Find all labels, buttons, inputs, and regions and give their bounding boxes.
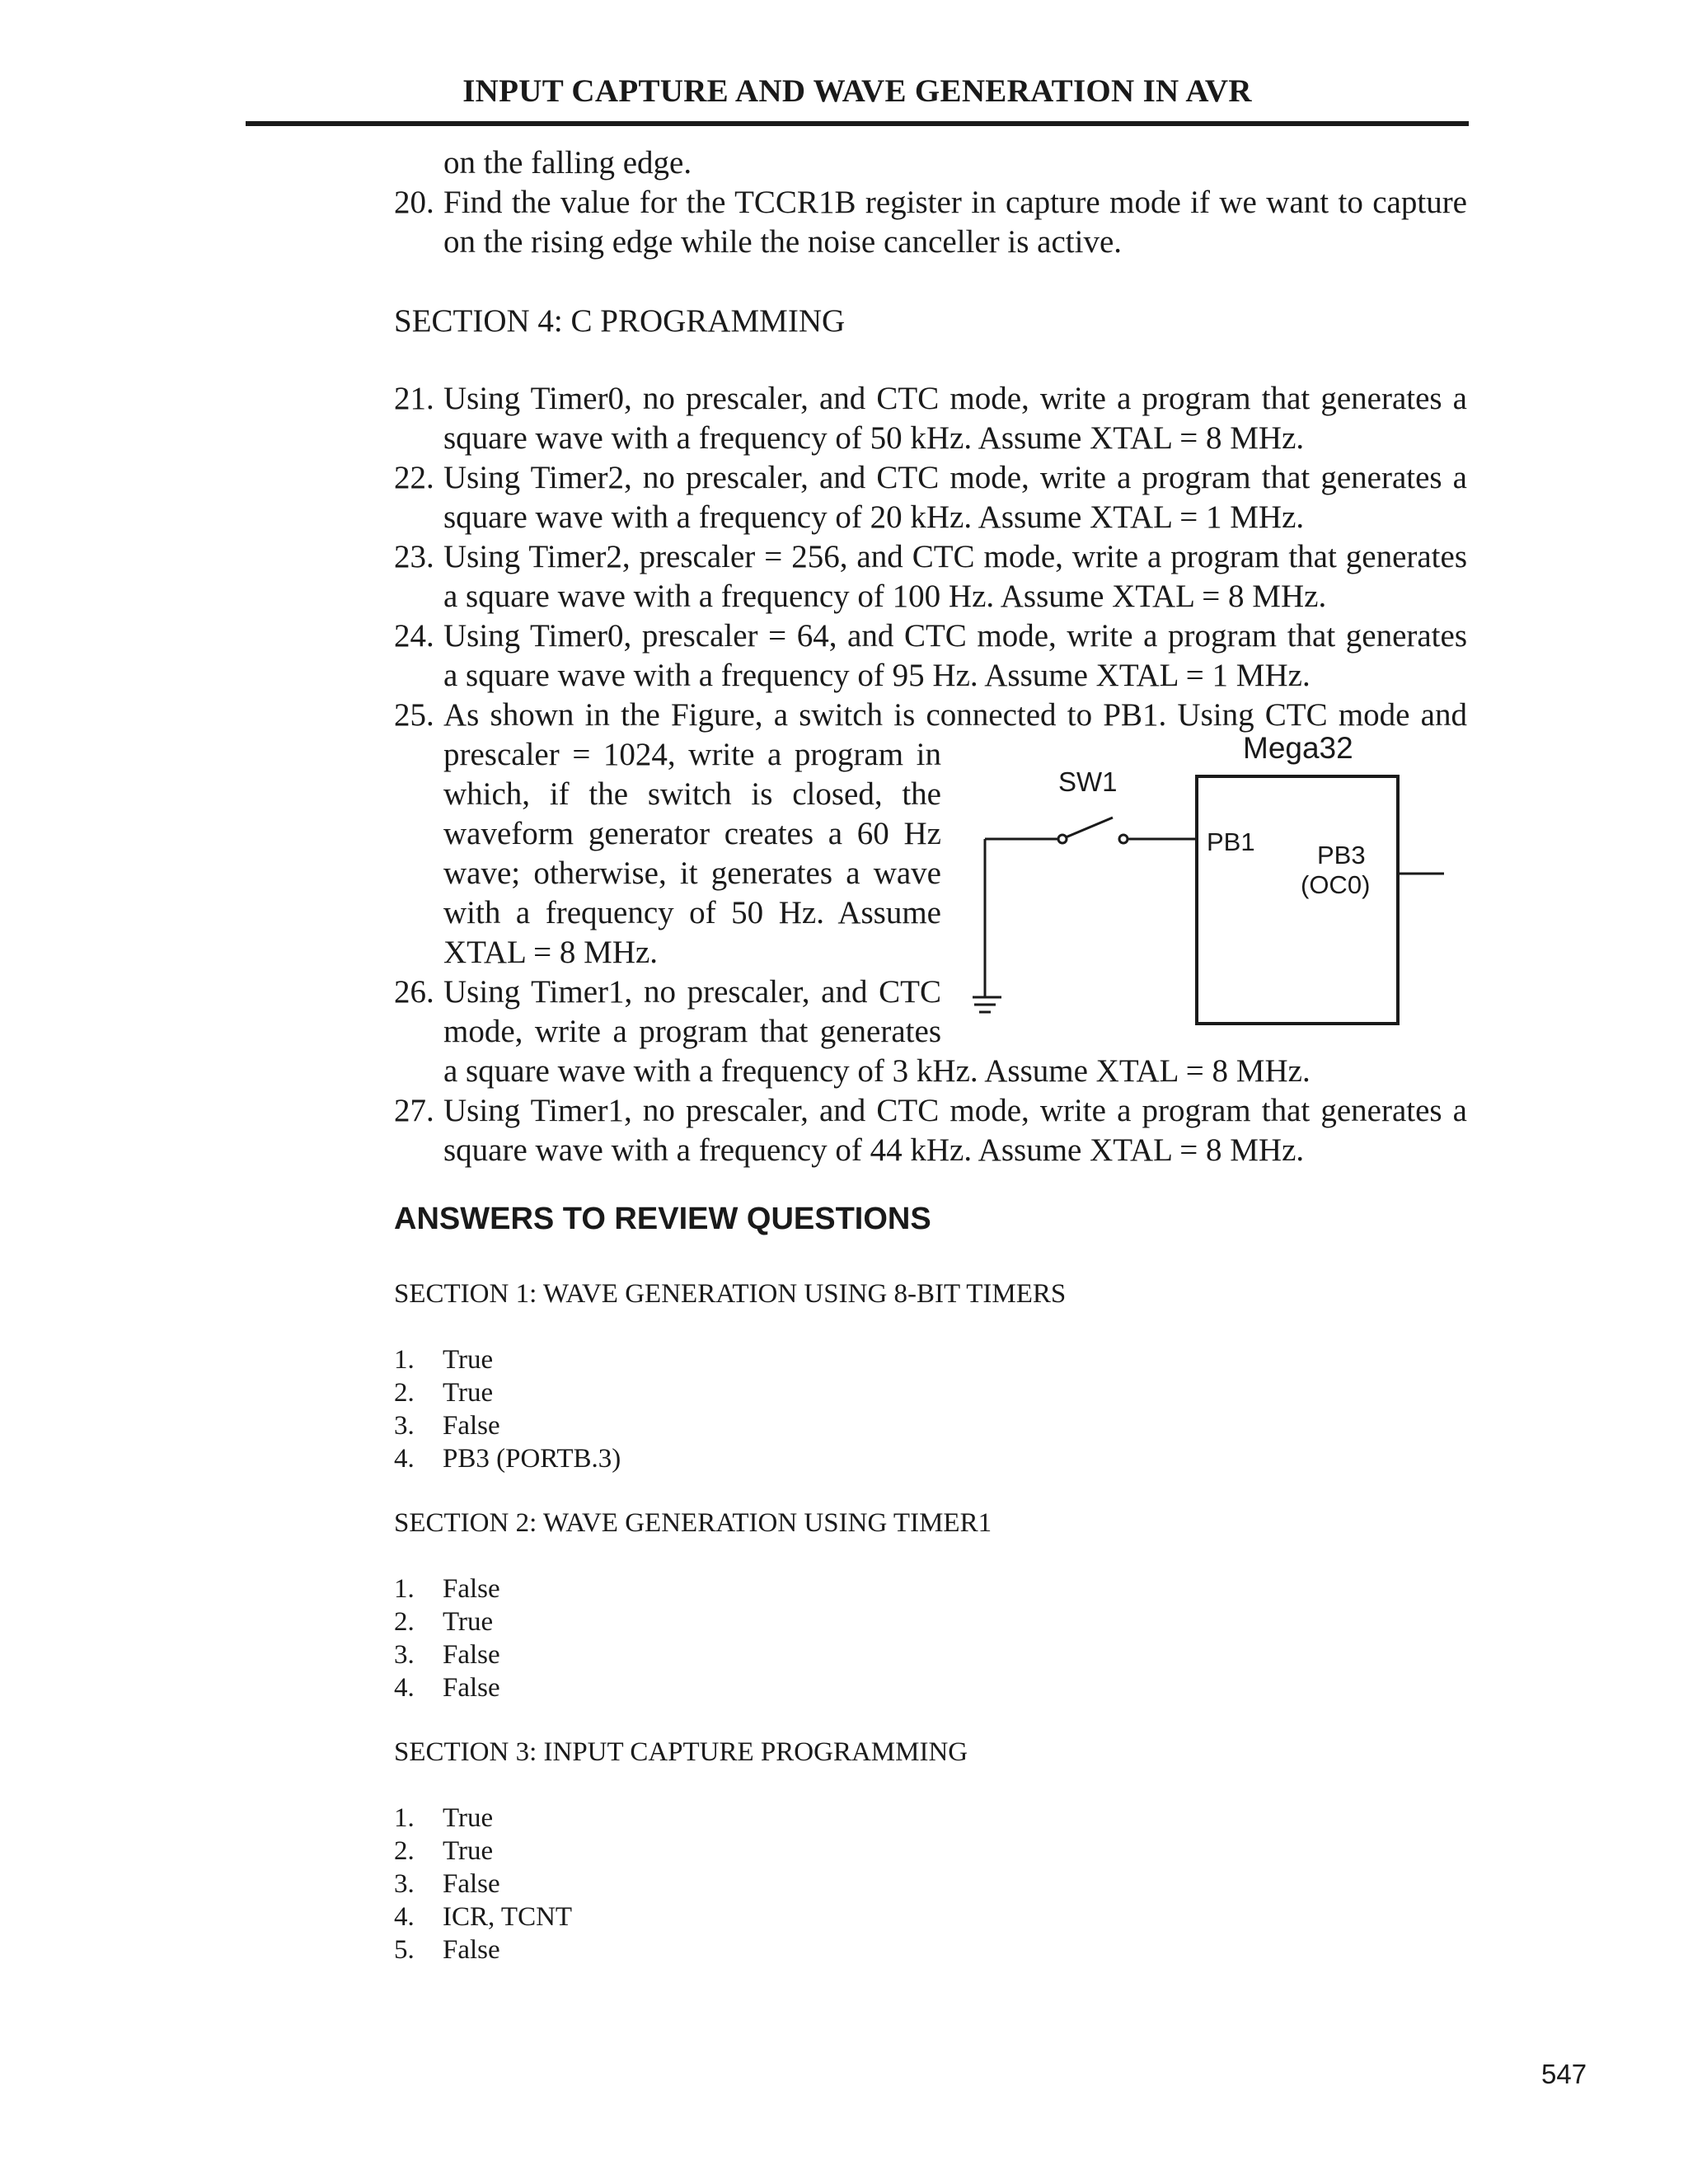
question-text: Using Timer1, no prescaler, and CTC mode, write a program that generates a — [443, 1093, 1467, 1128]
answer-section-heading: SECTION 2: WAVE GENERATION USING TIMER1 — [394, 1508, 992, 1538]
chip-box — [1197, 776, 1398, 1024]
pin-label-pb1: PB1 — [1207, 827, 1255, 856]
question-text: a square wave with a frequency of 95 Hz. Assume XTAL = 1 MHz. — [443, 658, 1311, 693]
question-number: 26. — [394, 974, 434, 1010]
question-text: mode, write a program that generates — [443, 1014, 941, 1049]
switch-lever — [1066, 818, 1113, 837]
answer-number: 2. — [394, 1836, 415, 1866]
question-number: 23. — [394, 539, 434, 574]
question-text: waveform generator creates a 60 Hz — [443, 816, 941, 851]
answer-number: 3. — [394, 1411, 415, 1441]
answer-number: 5. — [394, 1935, 415, 1965]
question-number: 24. — [394, 618, 434, 654]
chip-label: Mega32 — [1243, 731, 1353, 765]
answer-value: False — [443, 1935, 500, 1965]
question-number: 21. — [394, 381, 434, 416]
answer-value: True — [443, 1378, 494, 1408]
question-text: with a frequency of 50 Hz. Assume — [443, 895, 941, 930]
continuation-line: on the falling edge. — [443, 145, 692, 180]
question-text: XTAL = 8 MHz. — [443, 935, 659, 970]
question-number: 22. — [394, 460, 434, 495]
ground-icon — [973, 997, 1001, 1012]
answer-value: False — [443, 1640, 500, 1670]
answer-number: 2. — [394, 1378, 415, 1408]
answer-number: 3. — [394, 1869, 415, 1899]
question-text: a square wave with a frequency of 3 kHz. Assume XTAL = 8 MHz. — [443, 1053, 1311, 1089]
question-text: Using Timer0, prescaler = 64, and CTC mode, write a program that generates — [443, 618, 1467, 654]
question-text: on the rising edge while the noise canceller is active. — [443, 224, 1123, 260]
answer-number: 4. — [394, 1444, 415, 1474]
question-text: which, if the switch is closed, the — [443, 776, 941, 812]
answer-number: 4. — [394, 1902, 415, 1932]
answer-number: 1. — [394, 1345, 415, 1375]
answer-value: True — [443, 1836, 494, 1866]
answer-section-heading: SECTION 3: INPUT CAPTURE PROGRAMMING — [394, 1737, 968, 1767]
switch-label: SW1 — [1058, 766, 1118, 797]
answer-value: False — [443, 1411, 500, 1441]
answer-number: 3. — [394, 1640, 415, 1670]
pin-label-pb3: PB3 — [1317, 841, 1366, 869]
answer-value: False — [443, 1869, 500, 1899]
question-text: a square wave with a frequency of 100 Hz. Assume XTAL = 8 MHz. — [443, 579, 1327, 614]
answer-value: PB3 (PORTB.3) — [443, 1444, 621, 1474]
switch-contact — [1119, 835, 1128, 843]
question-text: square wave with a frequency of 20 kHz. Assume XTAL = 1 MHz. — [443, 499, 1305, 535]
answer-number: 1. — [394, 1803, 415, 1833]
answers-heading: ANSWERS TO REVIEW QUESTIONS — [394, 1202, 931, 1236]
header-rule — [246, 121, 1469, 126]
answer-value: True — [443, 1803, 494, 1833]
question-text: Using Timer0, no prescaler, and CTC mode, write a program that generates a — [443, 381, 1467, 416]
question-number: 25. — [394, 697, 434, 733]
pin-label-oc0: (OC0) — [1301, 870, 1371, 899]
answer-value: True — [443, 1607, 494, 1637]
answer-number: 2. — [394, 1607, 415, 1637]
question-text: square wave with a frequency of 44 kHz. Assume XTAL = 8 MHz. — [443, 1132, 1305, 1168]
question-text: Using Timer1, no prescaler, and CTC — [443, 974, 941, 1010]
switch-contact — [1058, 835, 1067, 843]
answer-value: True — [443, 1345, 494, 1375]
answer-number: 1. — [394, 1574, 415, 1604]
section-heading: SECTION 4: C PROGRAMMING — [394, 303, 846, 339]
question-text: Using Timer2, prescaler = 256, and CTC mode, write a program that generates — [443, 539, 1467, 574]
question-number: 20. — [394, 185, 434, 220]
answer-section-heading: SECTION 1: WAVE GENERATION USING 8-BIT TIMERS — [394, 1279, 1067, 1309]
question-number: 27. — [394, 1093, 434, 1128]
question-text: square wave with a frequency of 50 kHz. Assume XTAL = 8 MHz. — [443, 420, 1305, 456]
running-header: INPUT CAPTURE AND WAVE GENERATION IN AVR — [462, 73, 1252, 109]
question-text: As shown in the Figure, a switch is connected to PB1. Using CTC mode and — [443, 697, 1467, 733]
question-text: wave; otherwise, it generates a wave — [443, 855, 941, 891]
question-text: prescaler = 1024, write a program in — [443, 737, 941, 772]
question-text: Using Timer2, no prescaler, and CTC mode, write a program that generates a — [443, 460, 1467, 495]
answer-value: False — [443, 1673, 500, 1703]
answer-value: ICR, TCNT — [443, 1902, 573, 1932]
answer-number: 4. — [394, 1673, 415, 1703]
answer-value: False — [443, 1574, 500, 1604]
circuit-figure — [973, 725, 1467, 1038]
page-number: 547 — [1541, 2059, 1587, 2089]
question-text: Find the value for the TCCR1B register in capture mode if we want to capture — [443, 185, 1467, 220]
